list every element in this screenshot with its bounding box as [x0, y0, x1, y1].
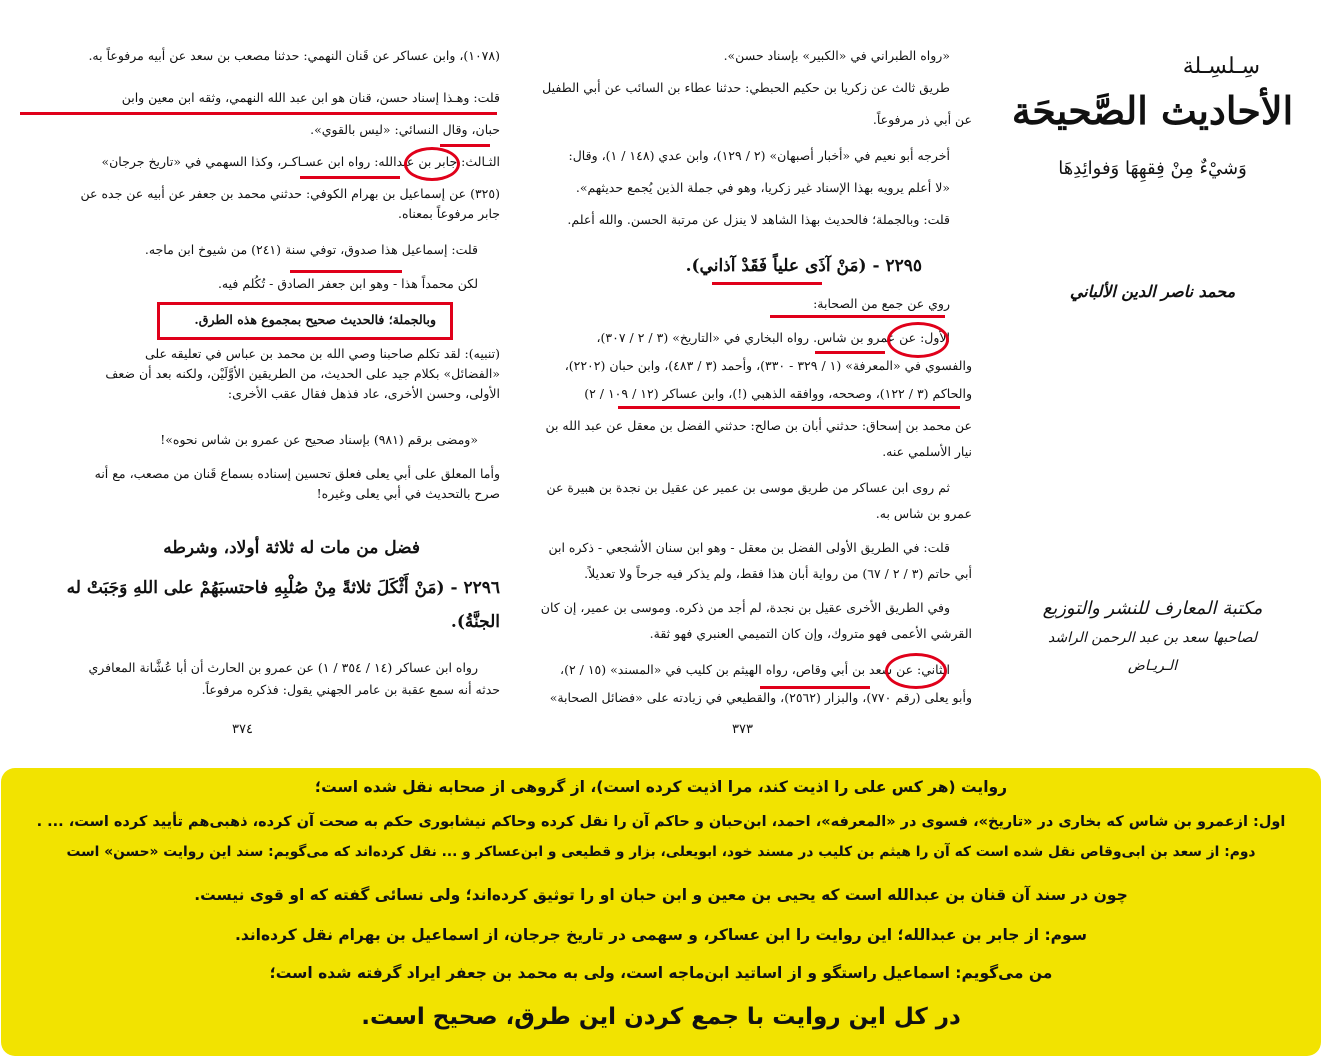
left-line-6: جابر مرفوعاً بمعناه.: [398, 206, 500, 221]
highlight-underline: [300, 176, 400, 179]
right-line-4: أخرجه أبو نعيم في «أخبار أصبهان» (٢ / ١٢٩)، وابن عدي (١٤٨ / ١)، وقال:: [568, 148, 950, 163]
summary-line-5: سوم: از جابر بن عبدالله؛ این روایت را ابن عساکر، و سهمی در تاریخ جرجان، از اسماعیل بن بهرام نقل کرده‌اند.: [234, 926, 1088, 944]
summary-line-2: اول: ازعمرو بن شاس که بخاری در «تاریخ»، فسوی در «المعرفه»، احمد، ابن‌حبان و حاکم آن را نقل کرده وحاکم نیشابوری حکم به صحت آن کرده، ذهبی‌هم تأیید کرده است، ... .: [36, 814, 1286, 830]
right-line-21: وأبو يعلى (رقم ٧٧٠)، والبزار (٢٥٦٢)، والقطيعي في زيادته على «فضائل الصحابة»: [549, 690, 972, 705]
right-line-5: «لا أعلم يرويه بهذا الإسناد غير زكريا، وهو في جملة الذين يُجمع حديثهم».: [575, 180, 950, 195]
right-line-12: عن محمد بن إسحاق: حدثني أبان بن صالح: حدثني الفضل بن معقل عن عبد الله بن: [545, 418, 972, 433]
highlight-underline: [770, 315, 945, 318]
highlight-underline: [440, 144, 490, 147]
left-hadith-2296: ٢٢٩٦ - (مَنْ أَثْكَلَ ثلاثةً مِنْ صُلْبِهِ فاحتسبَهُمْ على اللهِ وَجَبَتْ له: [66, 578, 500, 598]
left-line-2: قلت: وهـذا إسناد حسن، قنان هو ابن عبد الله النهمي، وثقه ابن معين وابن: [121, 90, 500, 105]
right-line-6: قلت: وبالجملة؛ فالحديث بهذا الشاهد لا ينزل عن مرتبة الحسن. والله أعلم.: [567, 212, 950, 227]
right-line-1: «رواه الطبراني في «الكبير» بإسناد حسن».: [723, 48, 950, 63]
publisher-line-1: مكتبة المعارف للنشر والتوزيع: [1042, 598, 1263, 619]
left-page-number: ٣٧٤: [232, 722, 253, 737]
publisher-city: الـريـاض: [1127, 658, 1178, 674]
right-line-16: قلت: في الطريق الأولى الفضل بن معقل - وهو ابن سنان الأشجعي - ذكره ابن: [548, 540, 950, 555]
highlight-underline: [815, 351, 885, 354]
summary-line-6: من می‌گویم: اسماعیل راستگو و از اساتید ابن‌ماجه است، ولی به محمد بن جعفر ایراد گرفته شده است؛: [269, 964, 1053, 982]
highlight-underline: [760, 686, 870, 689]
right-line-3: عن أبي ذر مرفوعاً.: [872, 112, 972, 127]
right-line-15: عمرو بن شاس به.: [875, 506, 972, 521]
right-line-17: أبي حاتم (٣ / ٢ / ٦٧) من رواية أبان هذا فقط، ولم يذكر فيه جرحاً ولا تعديلاً.: [584, 566, 972, 581]
left-line-7: قلت: إسماعيل هذا صدوق، توفي سنة (٢٤١) من شيوخ ابن ماجه.: [144, 242, 478, 257]
right-line-11: والحاكم (٣ / ١٢٢)، وصححه، ووافقه الذهبي (!)، وابن عساكر (١٢ / ١٠٩ / ٢): [584, 386, 972, 401]
right-line-19: القرشي الأعمى فهو متروك، وإن كان التميمي العنبري فهو ثقة.: [649, 626, 972, 641]
right-page-number: ٣٧٣: [732, 722, 753, 737]
book-title-page: [985, 40, 1320, 700]
book-subtitle: وَشيْءٌ مِنْ فِقهِهَا وَفوائِدِهَا: [1058, 158, 1247, 179]
left-line-19: رواه ابن عساكر (١٤ / ٣٥٤ / ١) عن عمرو بن الحارث أن أبا عُشَّانة المعافري: [88, 660, 478, 675]
summary-line-3: دوم: از سعد بن ابی‌وقاص نقل شده است که آن را هیثم بن کلیب در مسند خود، ابویعلی، بزار و قطیعی و ابن‌عساکر و ... نقل کرده‌اند که می‌گویم: سند این روایت «حسن» است: [66, 844, 1256, 860]
author-name: محمد ناصر الدين الألباني: [1069, 282, 1236, 301]
left-line-4: الثـالث: جابر بن عبدالله: رواه ابن عسـاكـر، وكذا السهمي في «تاريخ جرجان»: [101, 154, 500, 169]
left-line-20: حدثه أنه سمع عقبة بن عامر الجهني يقول: فذكره مرفوعاً.: [201, 682, 500, 697]
highlight-underline: [290, 270, 402, 273]
series-label: سِـلسِـلة: [1182, 54, 1260, 79]
left-line-8: لكن محمداً هذا - وهو ابن جعفر الصادق - تُكُلم فيه.: [217, 276, 478, 291]
right-page: [506, 40, 972, 740]
highlight-underline: [712, 282, 822, 285]
book-title: الأحاديث الصَّحيحَة: [1011, 88, 1294, 133]
right-line-10: والفسوي في «المعرفة» (١ / ٣٢٩ - ٣٣٠)، وأحمد (٣ / ٤٨٣)، وابن حبان (٢٢٠٢)،: [564, 358, 972, 373]
summary-conclusion: در کل این روایت با جمع کردن این طرق، صحیح است.: [361, 1004, 961, 1030]
right-line-9: الأول: عن عمرو بن شاس. رواه البخاري في «التاريخ» (٣ / ٢ / ٣٠٧)،: [596, 330, 950, 345]
left-page: [8, 40, 500, 740]
left-line-12: الأولى، وحسن الأخرى، عاد فذهل فقال عقب الأخرى:: [227, 386, 500, 401]
right-line-20: الثاني: عن سعد بن أبي وقاص، رواه الهيثم بن كليب في «المسند» (١٥ / ٢)،: [560, 662, 950, 677]
highlight-box: [157, 302, 453, 340]
publisher-line-2: لصاحبها سعد بن عبد الرحمن الراشد: [1048, 630, 1257, 646]
right-line-13: نيار الأسلمي عنه.: [882, 444, 972, 459]
right-hadith-2295: ٢٢٩٥ - (مَنْ آذَى علياً فَقَدْ آذاني).: [685, 256, 922, 276]
right-line-8: روي عن جمع من الصحابة:: [813, 296, 950, 311]
highlight-underline: [618, 406, 960, 409]
highlight-circle: [885, 653, 947, 689]
left-line-10: (تنبيه): لقد تكلم صاحبنا وصي الله بن محمد بن عباس في تعليقه على: [144, 346, 500, 361]
right-line-2: طريق ثالث عن زكريا بن حكيم الحبطي: حدثنا عطاء بن السائب عن أبي الطفيل: [542, 80, 950, 95]
left-line-5: (٣٢٥) عن إسماعيل بن بهرام الكوفي: حدثني محمد بن جعفر عن أبيه عن جده عن: [80, 186, 500, 201]
left-line-15: صرح بالتحديث في أبي يعلى وغيره!: [316, 486, 500, 501]
highlight-underline: [20, 112, 497, 115]
left-line-9: وبالجملة؛ فالحديث صحيح بمجموع هذه الطرق.: [194, 312, 436, 327]
right-line-14: ثم روى ابن عساكر من طريق موسى بن عمير عن عقيل بن نجدة بن هبيرة عن: [546, 480, 950, 495]
left-line-1: (١٠٧٨)، وابن عساكر عن قَنان النهمي: حدثنا مصعب بن سعد عن أبيه مرفوعاً به.: [88, 48, 500, 63]
highlight-circle: [887, 322, 949, 358]
right-line-18: وفي الطريق الأخرى عقيل بن نجدة، لم أجد من ذكره. وموسى بن عمير، إن كان: [540, 600, 950, 615]
left-line-11: «الفضائل» بكلام جيد على الحديث، من الطريقين الأوَّلَيْن، ولكنه بعد أن ضعف: [105, 366, 500, 381]
summary-line-1: روایت (هر کس علی را اذیت کند، مرا اذیت کرده است)، از گروهی از صحابه نقل شده است؛: [314, 778, 1008, 796]
highlight-circle: [404, 147, 460, 181]
left-hadith-2296-cont: الجنَّةُ).: [450, 612, 500, 632]
persian-summary-box: [1, 768, 1321, 1056]
left-line-13: «ومضى برقم (٩٨١) بإسناد صحيح عن عمرو بن شاس نحوه»!: [160, 432, 478, 447]
left-line-3: حبان، وقال النسائي: «ليس بالقوي».: [310, 122, 500, 137]
left-line-14: وأما المعلق على أبي يعلى فعلق تحسين إسناده بسماع قَنان من مصعب، مع أنه: [94, 466, 500, 481]
left-section-heading: فضل من مات له ثلاثة أولاد، وشرطه: [163, 538, 420, 558]
summary-line-4: چون در سند آن قنان بن عبدالله است که یحیی بن معین و ابن حبان او را توثیق کرده‌اند؛ ولی نسائی گفته که او قوی نیست.: [194, 886, 1128, 904]
